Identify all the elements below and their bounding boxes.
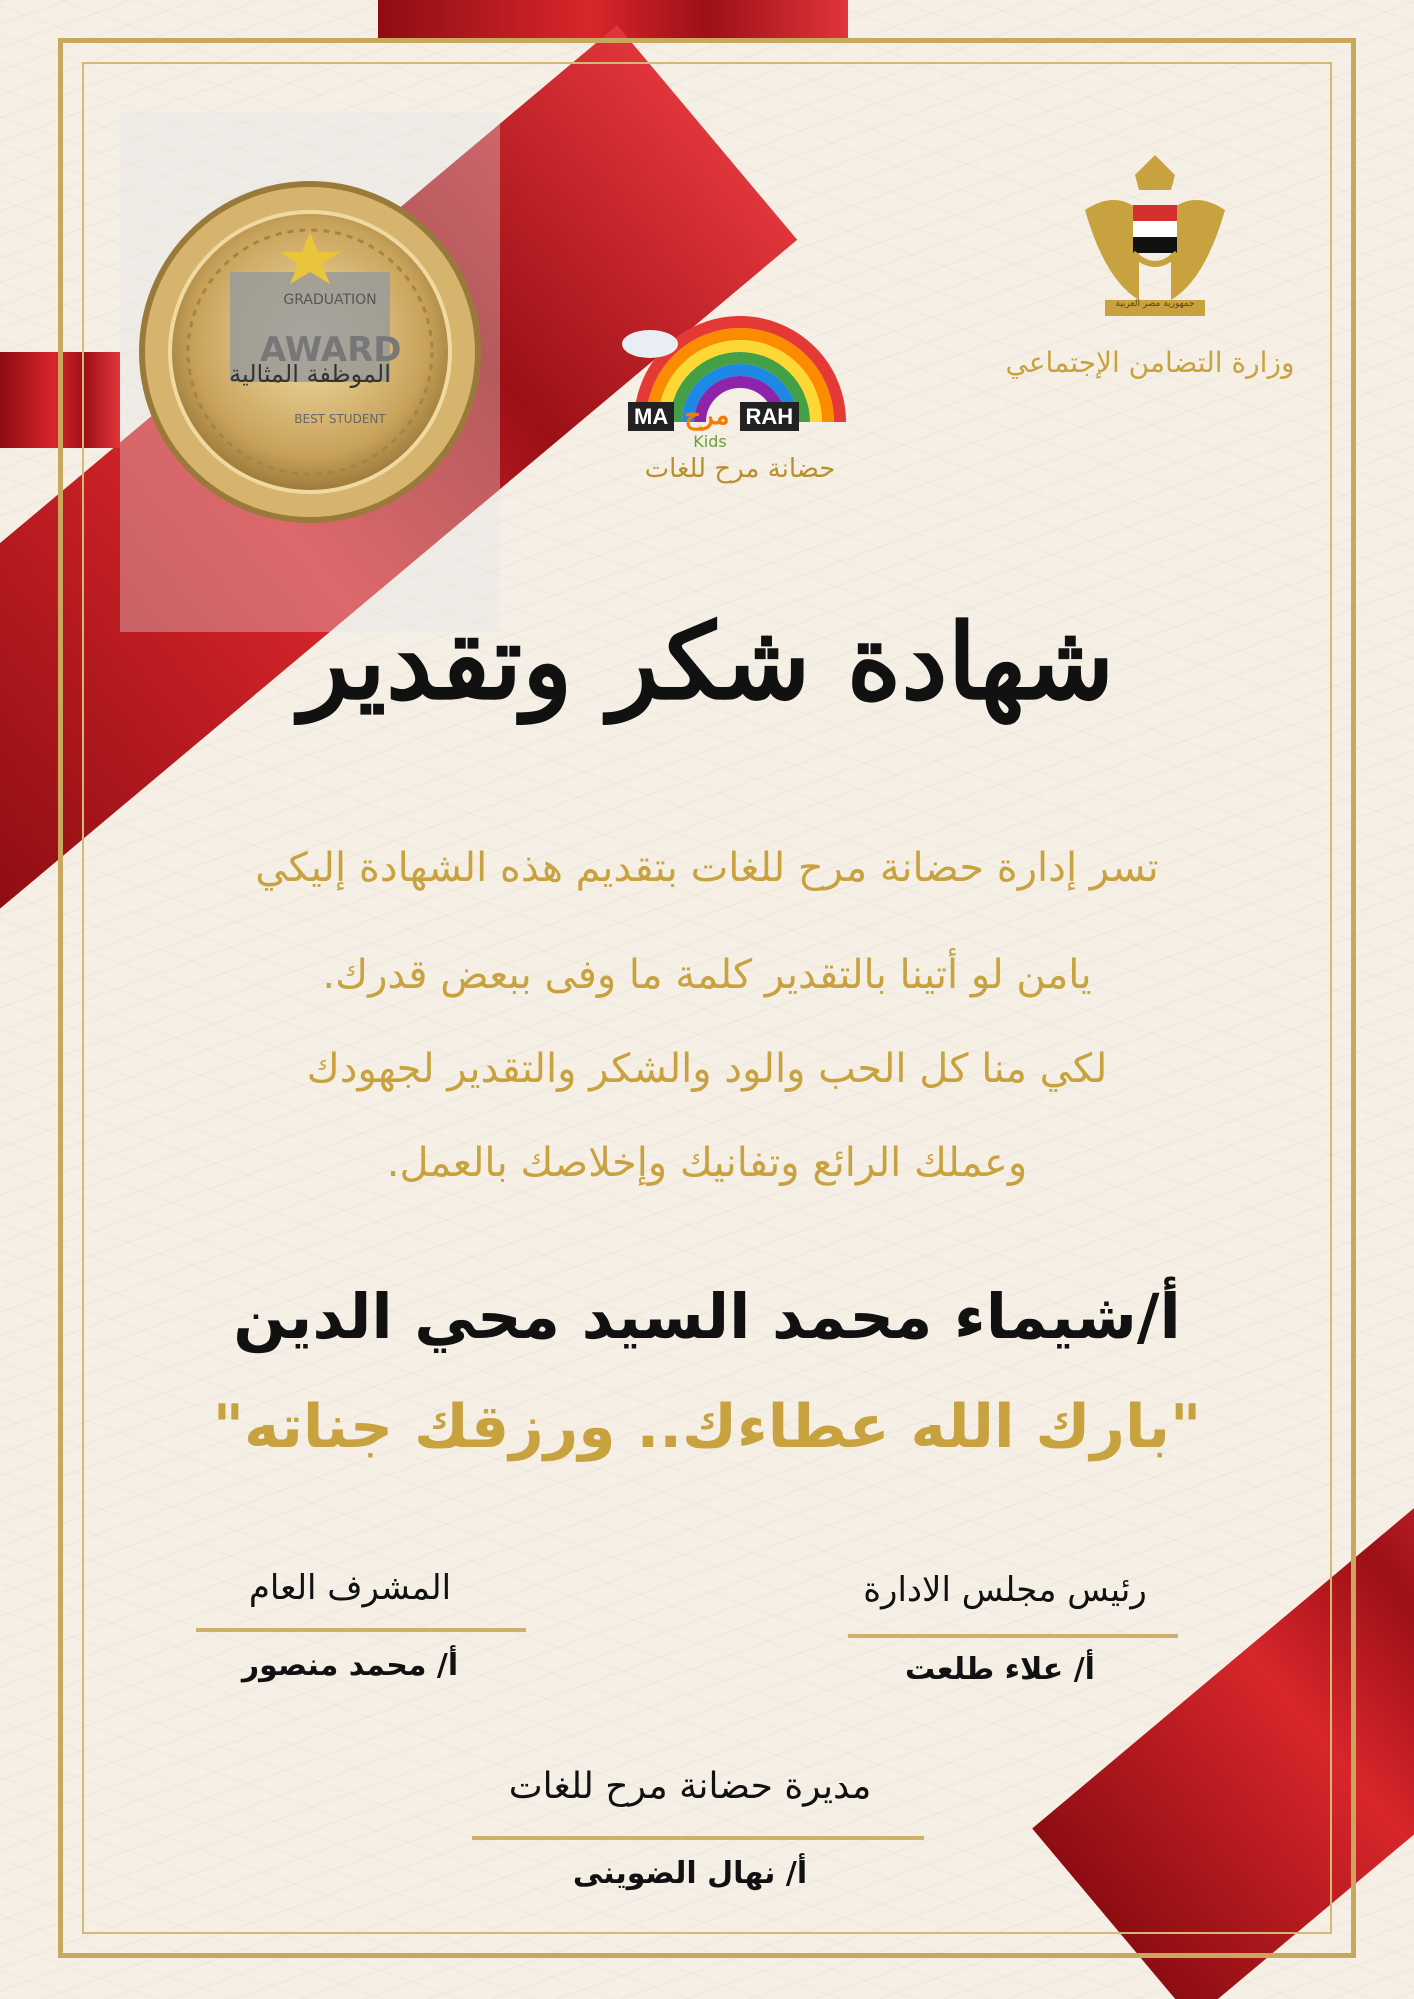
award-seal xyxy=(120,112,500,632)
nursery-brand xyxy=(628,400,852,430)
seal-arc-text: GRADUATION xyxy=(283,292,377,308)
sig-right-name: أ/ علاء طلعت xyxy=(905,1652,1095,1687)
certificate-title: شهادة شكر وتقدير xyxy=(299,600,1115,723)
brand-mid: مرح xyxy=(684,400,730,430)
body-line-4: وعملك الرائع وتفانيك وإخلاصك بالعمل. xyxy=(386,1140,1028,1186)
brand-right: RAH xyxy=(740,402,800,431)
sig-left-role: المشرف العام xyxy=(248,1568,452,1608)
sig-center-role: مديرة حضانة مرح للغات xyxy=(508,1766,872,1807)
seal-graphic xyxy=(120,112,500,532)
nursery-logo xyxy=(620,282,860,492)
seal-watermark: الموظفة المثالية xyxy=(229,360,391,388)
egypt-emblem xyxy=(1075,150,1235,330)
sig-left-name: أ/ محمد منصور xyxy=(241,1648,459,1683)
brand-kids: Kids xyxy=(693,432,727,451)
brand-left: MA xyxy=(628,402,674,431)
recipient-name: أ/شيماء محمد السيد محي الدين xyxy=(233,1280,1181,1353)
nursery-caption: حضانة مرح للغات xyxy=(644,454,836,484)
seal-big-text: AWARD xyxy=(260,330,402,370)
body-line-1: تسر إدارة حضانة مرح للغات بتقديم هذه الشهادة إليكي xyxy=(255,845,1159,891)
sig-left-line xyxy=(196,1628,526,1632)
sig-right-role: رئيس مجلس الادارة xyxy=(863,1570,1147,1610)
body-line-3: لكي منا كل الحب والود والشكر والتقدير لجهودك xyxy=(306,1046,1108,1092)
sig-center-line xyxy=(472,1836,924,1840)
blessing: "بارك الله عطاءك.. ورزقك جناته" xyxy=(212,1392,1202,1462)
sig-center-name: أ/ نهال الضوينى xyxy=(572,1856,808,1891)
seal-bottom-text: BEST STUDENT xyxy=(294,412,386,426)
ministry-name: وزارة التضامن الإجتماعي xyxy=(1005,346,1295,379)
body-line-2: يامن لو أتينا بالتقدير كلمة ما وفى ببعض قدرك. xyxy=(322,952,1092,998)
emblem-text: جمهورية مصر العربية xyxy=(1115,299,1195,309)
sig-right-line xyxy=(848,1634,1178,1638)
